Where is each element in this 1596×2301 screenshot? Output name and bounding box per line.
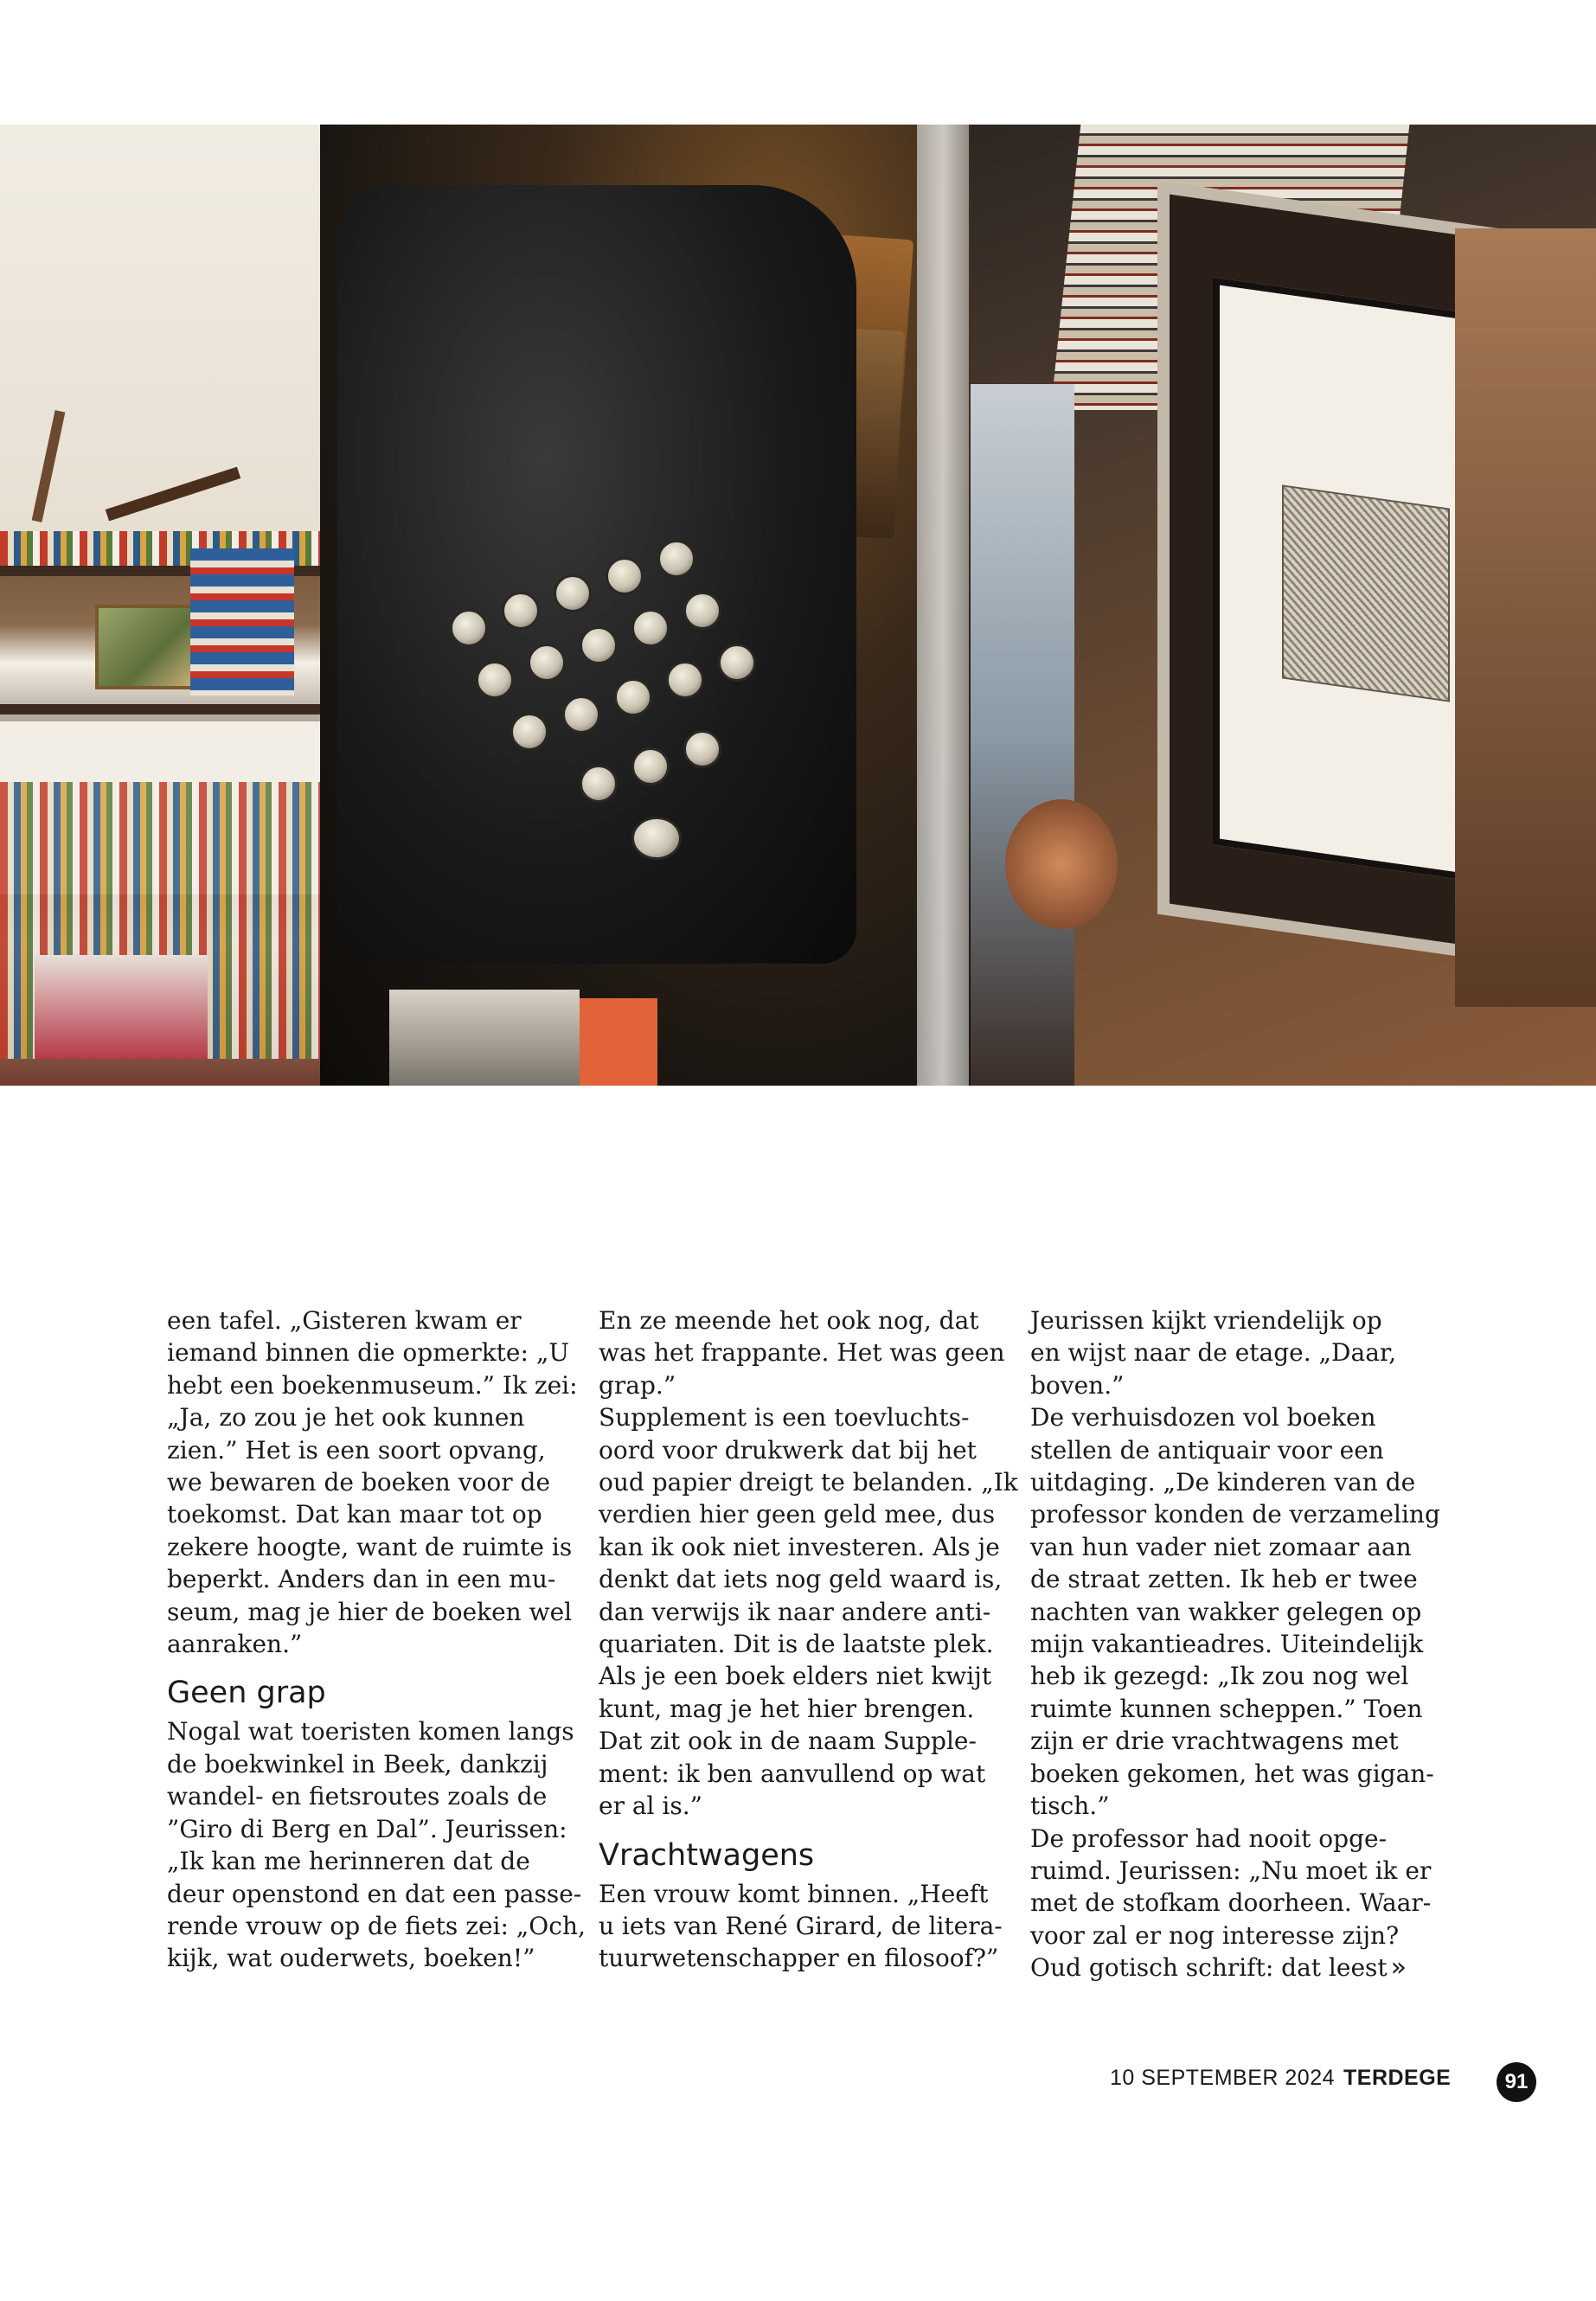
text-line: verdien hier geen geld mee, dus — [599, 1500, 996, 1529]
text-line: rende vrouw op de fiets zei: „Och, — [167, 1911, 586, 1940]
article-column-3 — [1030, 1304, 1440, 1984]
column2-paragraph-b — [599, 1878, 1005, 1975]
bookshop-interior-photo — [0, 125, 320, 1086]
text-line: was het frappante. Het was geen — [599, 1338, 1005, 1368]
text-line: Dat zit ook in de naam Supple- — [599, 1727, 977, 1756]
text-line: Een vrouw komt binnen. „Heeft — [599, 1879, 989, 1908]
text-line: seum, mag je hier de boeken wel — [167, 1597, 573, 1626]
text-line: kan ik ook niet investeren. Als je — [599, 1532, 1000, 1561]
double-chevron-right-icon: » — [1390, 1952, 1407, 1984]
article-column-1 — [167, 1304, 586, 1975]
text-line: kunt, mag je het hier brengen. — [599, 1694, 975, 1723]
article-column-2 — [599, 1304, 1018, 1975]
typewriter-photo — [320, 125, 971, 1086]
text-line: een tafel. „Gisteren kwam er — [167, 1306, 522, 1335]
text-line: we bewaren de boeken voor de — [167, 1468, 551, 1497]
text-line: zien.” Het is een soort opvang, — [167, 1435, 546, 1465]
photo-strip — [0, 125, 1596, 1086]
text-line: De professor had nooit opge- — [1030, 1823, 1388, 1853]
text-line: ment: ik ben aanvullend op wat — [599, 1759, 986, 1788]
text-line: tisch.” — [1030, 1791, 1110, 1821]
text-line: boeken gekomen, het was gigan- — [1030, 1759, 1434, 1788]
page-footer — [0, 2062, 1596, 2106]
text-line: Als je een boek elders niet kwijt — [599, 1662, 992, 1691]
text-line: „Ja, zo zou je het ook kunnen — [167, 1403, 525, 1433]
text-line: ”Giro di Berg en Dal”. Jeurissen: — [167, 1814, 567, 1843]
text-line: de straat zetten. Ik heb er twee — [1030, 1565, 1418, 1594]
text-line: grap.” — [599, 1370, 676, 1400]
text-line: wandel- en fietsroutes zoals de — [167, 1782, 548, 1811]
text-line: er al is.” — [599, 1791, 702, 1821]
text-line: oud papier dreigt te belanden. „Ik — [599, 1468, 1018, 1497]
text-line: zijn er drie vrachtwagens met — [1030, 1727, 1399, 1756]
text-line: hebt een boekenmuseum.” Ik zei: — [167, 1370, 578, 1400]
issue-date: 10 SEPTEMBER 2024 — [1109, 2066, 1335, 2090]
text-line: zekere hoogte, want de ruimte is — [167, 1532, 573, 1561]
text-line: voor zal er nog interesse zijn? — [1030, 1920, 1400, 1950]
last-text-line — [1030, 1952, 1437, 1984]
text-line: kijk, wat ouderwets, boeken!” — [167, 1944, 535, 1973]
page-number-badge: 91 — [1497, 2062, 1536, 2102]
text-line: heb ik gezegd: „Ik zou nog wel — [1030, 1662, 1409, 1691]
text-line: Nogal wat toeristen komen langs — [167, 1717, 574, 1747]
text-line: denkt dat iets nog geld waard is, — [599, 1565, 1003, 1594]
text-line: van hun vader niet zomaar aan — [1030, 1532, 1412, 1561]
text-line: u iets van René Girard, de litera- — [599, 1911, 1003, 1940]
text-line: de boekwinkel in Beek, dankzij — [167, 1749, 548, 1779]
text-line: toekomst. Dat kan maar tot op — [167, 1500, 542, 1529]
text-line: tuurwetenschapper en filosoof?” — [599, 1944, 999, 1973]
text-line: aanraken.” — [167, 1630, 303, 1659]
text-line: En ze meende het ook nog, dat — [599, 1306, 979, 1335]
text-line: quariaten. Dit is de laatste plek. — [599, 1630, 994, 1659]
text-line: iemand binnen die opmerkte: „U — [167, 1338, 569, 1368]
text-line: en wijst naar de etage. „Daar, — [1030, 1338, 1397, 1368]
text-line: ruimte kunnen scheppen.” Toen — [1030, 1694, 1423, 1723]
framed-etchings-photo — [971, 125, 1596, 1086]
column1-paragraph-b — [167, 1715, 586, 1974]
text-line: „Ik kan me herinneren dat de — [167, 1847, 530, 1876]
subheading-vrachtwagens: Vrachtwagens — [599, 1837, 815, 1873]
text-line: professor konden de verzameling — [1030, 1500, 1440, 1529]
text-line: Jeurissen kijkt vriendelijk op — [1030, 1306, 1382, 1335]
text-line: Oud gotisch schrift: dat leest — [1030, 1953, 1388, 1983]
text-line: oord voor drukwerk dat bij het — [599, 1435, 977, 1465]
text-line: uitdaging. „De kinderen van de — [1030, 1468, 1416, 1497]
text-line: deur openstond en dat een passe- — [167, 1879, 582, 1908]
text-line: boven.” — [1030, 1370, 1125, 1400]
column1-paragraph-a — [167, 1304, 578, 1660]
text-line: mijn vakantieadres. Uiteindelijk — [1030, 1630, 1424, 1659]
text-line: stellen de antiquair voor een — [1030, 1435, 1384, 1465]
text-line: met de stofkam doorheen. Waar- — [1030, 1888, 1432, 1918]
magazine-name: TERDEGE — [1343, 2066, 1452, 2090]
text-line: dan verwijs ik naar andere anti- — [599, 1597, 991, 1626]
column2-paragraph-a — [599, 1304, 1018, 1823]
text-line: Supplement is een toevluchts- — [599, 1403, 970, 1433]
text-line: De verhuisdozen vol boeken — [1030, 1403, 1376, 1433]
text-line: nachten van wakker gelegen op — [1030, 1597, 1422, 1626]
text-line: ruimd. Jeurissen: „Nu moet ik er — [1030, 1856, 1432, 1885]
subheading-geen-grap: Geen grap — [167, 1676, 326, 1711]
text-line: beperkt. Anders dan in een mu- — [167, 1565, 556, 1594]
